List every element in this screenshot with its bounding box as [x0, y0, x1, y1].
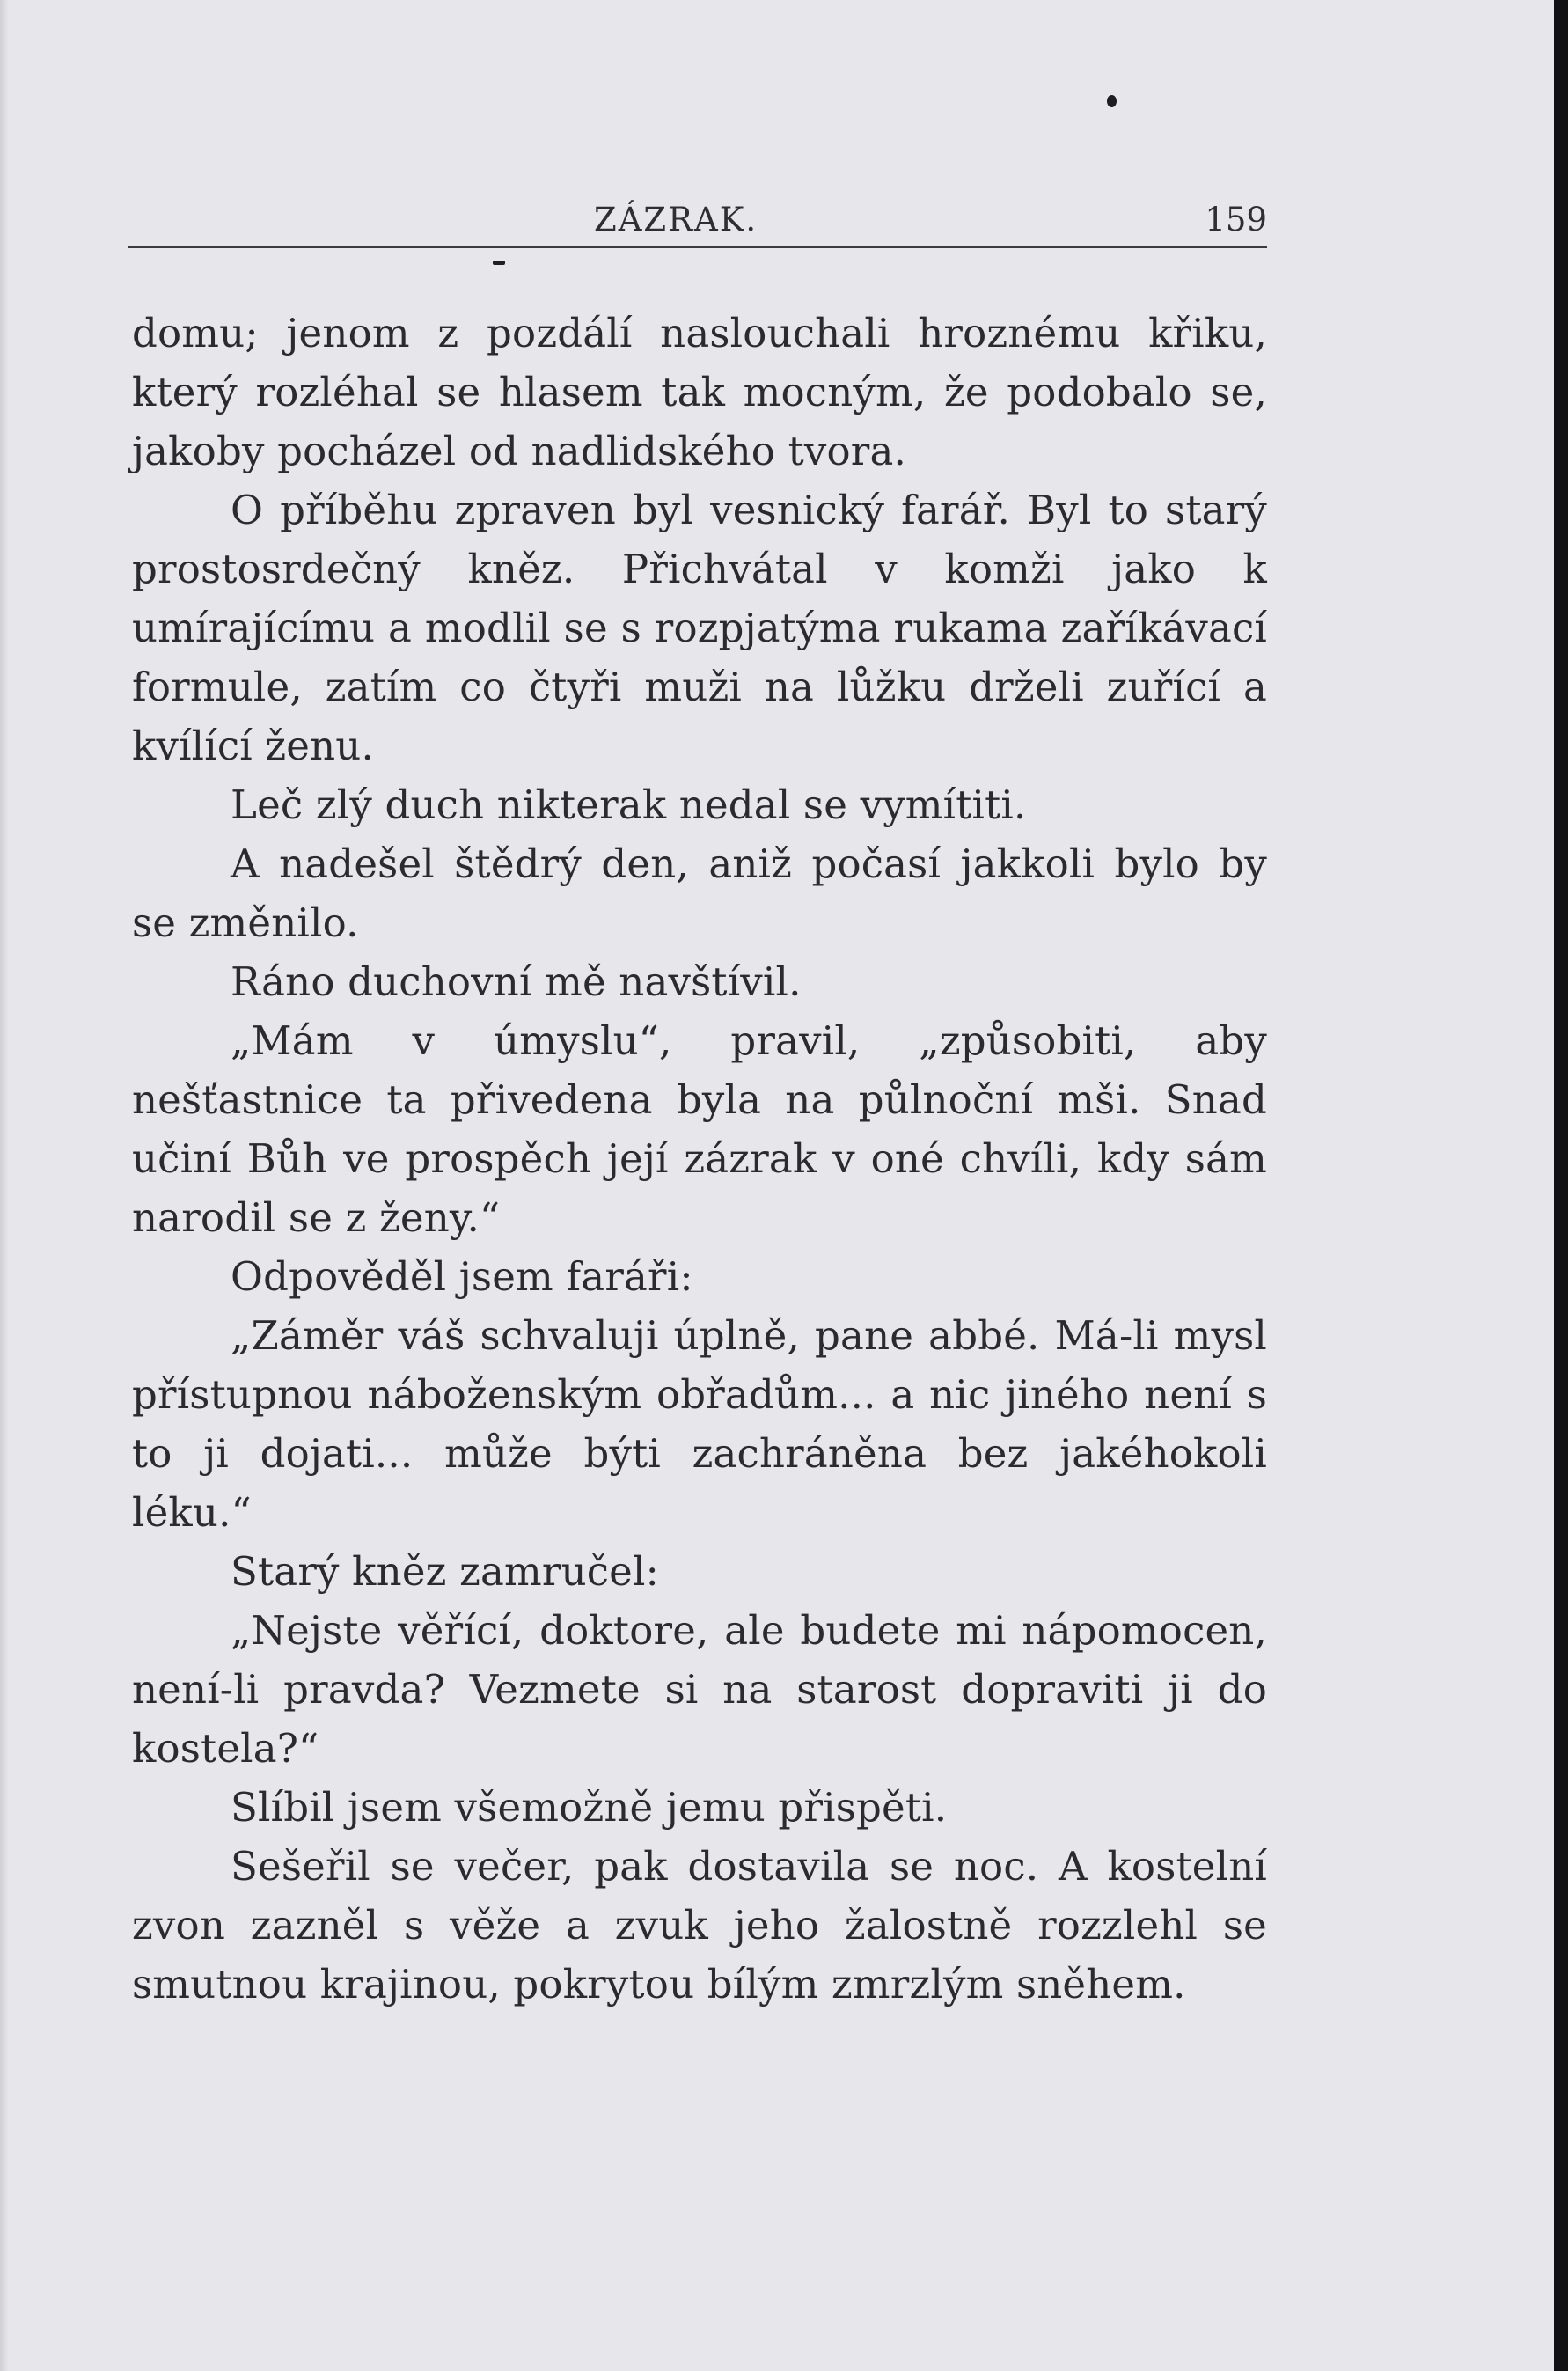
paragraph: Ráno duchovní mě navštívil. [231, 958, 802, 1005]
paragraph: A nadešel štědrý den, aniž počasí jakkoli bylo by se změnilo. [132, 840, 1267, 946]
page-left-shadow [0, 0, 9, 2371]
paragraph: „Záměr váš schvaluji úplně, pane abbé. Má-li mysl přístupnou náboženským obřadům... a nic jiného není s to ji dojati... může býti zachráněna bez jakéhokoli léku.“ [132, 1312, 1267, 1536]
header-rule [128, 246, 1267, 248]
paragraph: O příběhu zpraven byl vesnický farář. Byl to starý prostosrdečný kněz. Přichvátal v komži jako k umírajícímu a modlil se s rozpjatýma rukama zaříkávací formule, zatím co čtyři muži na lůžku drželi zuřící a kvílící ženu. [132, 487, 1267, 769]
body-text [132, 304, 1267, 2014]
ink-speck [1107, 95, 1117, 107]
paragraph: Leč zlý duch nikterak nedal se vymítiti. [231, 782, 1027, 828]
page-number: 159 [1205, 201, 1267, 239]
paragraph: „Nejste věřící, doktore, ale budete mi nápomocen, není-li pravda? Vezmete si na starost dopraviti ji do kostela?“ [132, 1607, 1267, 1772]
paragraph: Sešeřil se večer, pak dostavila se noc. A kostelní zvon zazněl s věže a zvuk jeho žalostně rozzlehl se smutnou krajinou, pokrytou bílým zmrzlým sněhem. [132, 1843, 1267, 2008]
paragraph: Slíbil jsem všemožně jemu přispěti. [231, 1784, 948, 1831]
ink-speck [493, 261, 505, 265]
paragraph: Starý kněz zamručel: [231, 1548, 659, 1595]
paragraph: domu; jenom z pozdálí naslouchali hroznému křiku, který rozléhal se hlasem tak mocným, že podobalo se, jakoby pocházel od nadlidského tvora. [132, 310, 1267, 474]
chapter-title: ZÁZRAK. [594, 201, 758, 239]
scan-border [1554, 0, 1568, 2371]
paragraph: Odpověděl jsem faráři: [231, 1253, 693, 1300]
paragraph: „Mám v úmyslu“, pravil, „způsobiti, aby nešťastnice ta přivedena byla na půlnoční mši. Snad učiní Bůh ve prospěch její zázrak v oné chvíli, kdy sám narodil se z ženy.“ [132, 1017, 1267, 1241]
running-header [128, 201, 1267, 245]
